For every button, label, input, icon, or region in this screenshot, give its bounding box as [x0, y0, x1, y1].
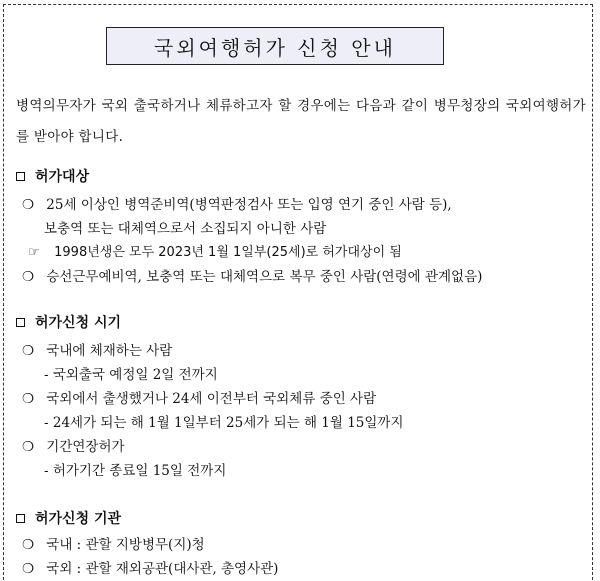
list-item — [16, 339, 591, 363]
sub-item-text: - 24세가 되는 해 1월 1일부터 25세가 되는 해 1월 15일까지 — [44, 415, 404, 431]
sub-item — [16, 363, 591, 387]
list-item — [16, 193, 591, 217]
list-item — [16, 435, 591, 459]
list-item-text: 기간연장허가 — [46, 439, 125, 455]
section-heading — [16, 165, 591, 187]
section-eligibility — [16, 165, 591, 289]
list-item-text: 국외에서 출생했거나 24세 이전부터 국외체류 중인 사람 — [46, 391, 377, 407]
document-title: 국외여행허가 신청 안내 — [106, 27, 444, 65]
note-text: 1998년생은 모두 2023년 1월 1일부(25세)로 허가대상이 됨 — [54, 245, 402, 260]
sub-item — [16, 411, 591, 435]
section-heading — [16, 507, 591, 529]
list-item — [16, 265, 591, 289]
section-heading-label: 허가신청 기관 — [35, 511, 122, 527]
list-item — [16, 557, 591, 581]
list-item-text: 승선근무예비역, 보충역 또는 대체역으로 복무 중인 사람(연령에 관계없음) — [46, 269, 483, 285]
notice-document — [3, 4, 593, 580]
section-heading-label: 허가신청 시기 — [35, 315, 122, 331]
circle-bullet-icon: ❍ — [21, 391, 35, 407]
square-bullet-icon — [16, 318, 25, 327]
sub-item — [16, 459, 591, 483]
list-item — [16, 387, 591, 411]
list-item-text: 국내에 체재하는 사람 — [46, 343, 173, 359]
intro-paragraph: 병역의무자가 국외 출국하거나 체류하고자 할 경우에는 다음과 같이 병무청장의 국외여행허가를 받아야 합니다. — [16, 98, 586, 145]
square-bullet-icon — [16, 514, 25, 523]
circle-bullet-icon: ❍ — [21, 561, 35, 577]
circle-bullet-icon: ❍ — [21, 537, 35, 553]
list-item — [16, 533, 591, 557]
circle-bullet-icon: ❍ — [21, 269, 35, 285]
pointing-hand-icon: ☞ — [28, 245, 40, 260]
circle-bullet-icon: ❍ — [21, 343, 35, 359]
square-bullet-icon — [16, 172, 25, 181]
list-item-continuation — [16, 217, 591, 241]
list-item-text: 국외 : 관할 재외공관(대사관, 총영사관) — [46, 561, 279, 577]
section-application-timing — [16, 311, 591, 483]
circle-bullet-icon: ❍ — [21, 439, 35, 455]
section-application-office — [16, 507, 591, 581]
list-item-text: 25세 이상인 병역준비역(병역판정검사 또는 입영 연기 중인 사람 등), — [46, 197, 452, 213]
sub-item-text: - 허가기간 종료일 15일 전까지 — [44, 463, 227, 479]
list-item-text: 보충역 또는 대체역으로서 소집되지 아니한 사람 — [44, 221, 327, 237]
note-item — [16, 241, 591, 265]
list-item-text: 국내 : 관할 지방병무(지)청 — [46, 537, 205, 553]
section-heading — [16, 311, 591, 333]
section-heading-label: 허가대상 — [35, 169, 90, 185]
circle-bullet-icon: ❍ — [21, 197, 35, 213]
sub-item-text: - 국외출국 예정일 2일 전까지 — [44, 367, 218, 383]
